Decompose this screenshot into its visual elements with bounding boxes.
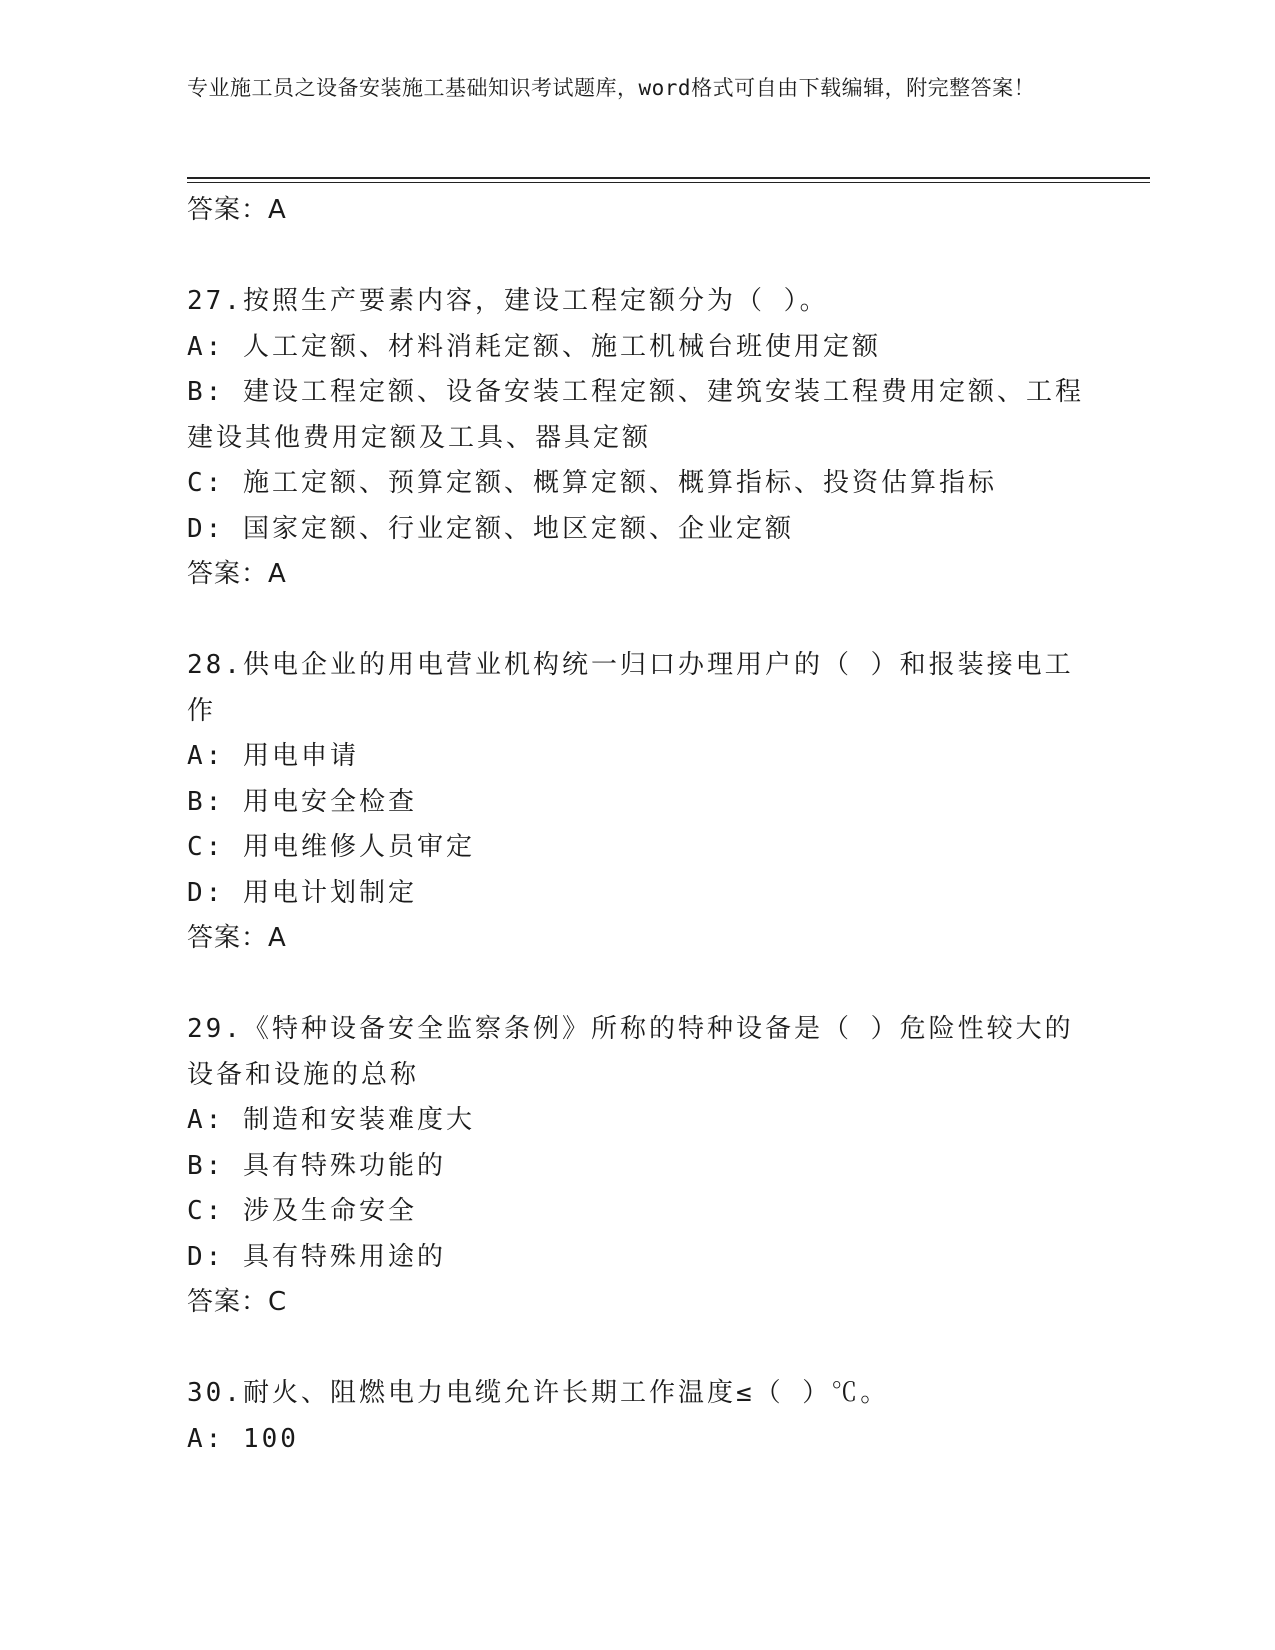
- answer-line: 答案：A: [187, 195, 287, 225]
- option-a: A: 制造和安装难度大: [187, 1105, 475, 1135]
- document-header: 专业施工员之设备安装施工基础知识考试题库，word格式可自由下载编辑，附完整答案！: [187, 76, 1036, 100]
- option-c: C: 用电维修人员审定: [187, 832, 475, 862]
- answer-line: 答案：A: [187, 923, 287, 953]
- option-b: [187, 370, 1087, 461]
- option-d: D: 具有特殊用途的: [187, 1241, 446, 1272]
- option-a: A: 100: [187, 1423, 299, 1454]
- header-rule-thin: [187, 182, 1150, 183]
- question-block: [187, 1007, 1087, 1326]
- question-stem: [187, 1007, 1087, 1098]
- question-stem: [187, 643, 1087, 734]
- option-b: B: 具有特殊功能的: [187, 1150, 446, 1181]
- question-stem-line-1: 28.供电企业的用电营业机构统一归口办理用户的（ ）和报装接电工: [187, 650, 1074, 680]
- question-block: [187, 643, 1087, 962]
- question-block: [187, 279, 1087, 598]
- option-c: C: 涉及生命安全: [187, 1196, 417, 1226]
- question-stem-line-1: 29.《特种设备安全监察条例》所称的特种设备是（ ）危险性较大的: [187, 1014, 1074, 1044]
- question-stem: 30.耐火、阻燃电力电缆允许长期工作温度≤（ ）℃。: [187, 1378, 890, 1408]
- header-rule-thick: [187, 177, 1150, 179]
- option-d: D: 用电计划制定: [187, 877, 417, 908]
- option-c: C: 施工定额、预算定额、概算定额、概算指标、投资估算指标: [187, 468, 997, 498]
- question-stem-line-2: 作: [187, 695, 217, 726]
- option-b-line-1: B: 建设工程定额、设备安装工程定额、建筑安装工程费用定额、工程: [187, 377, 1084, 407]
- answer-line: 答案：A: [187, 559, 287, 589]
- answer-line: 答案：C: [187, 1287, 288, 1317]
- option-b: B: 用电安全检查: [187, 786, 417, 817]
- question-block: [187, 1371, 1087, 1462]
- question-stem-line-2: 设备和设施的总称: [187, 1059, 420, 1090]
- option-d: D: 国家定额、行业定额、地区定额、企业定额: [187, 513, 794, 544]
- question-stem: 27.按照生产要素内容，建设工程定额分为（ ）。: [187, 286, 829, 316]
- question-list: [187, 188, 1087, 1462]
- option-a: A: 人工定额、材料消耗定额、施工机械台班使用定额: [187, 331, 881, 362]
- option-a: A: 用电申请: [187, 741, 359, 771]
- option-b-line-2: 建设其他费用定额及工具、器具定额: [187, 422, 652, 453]
